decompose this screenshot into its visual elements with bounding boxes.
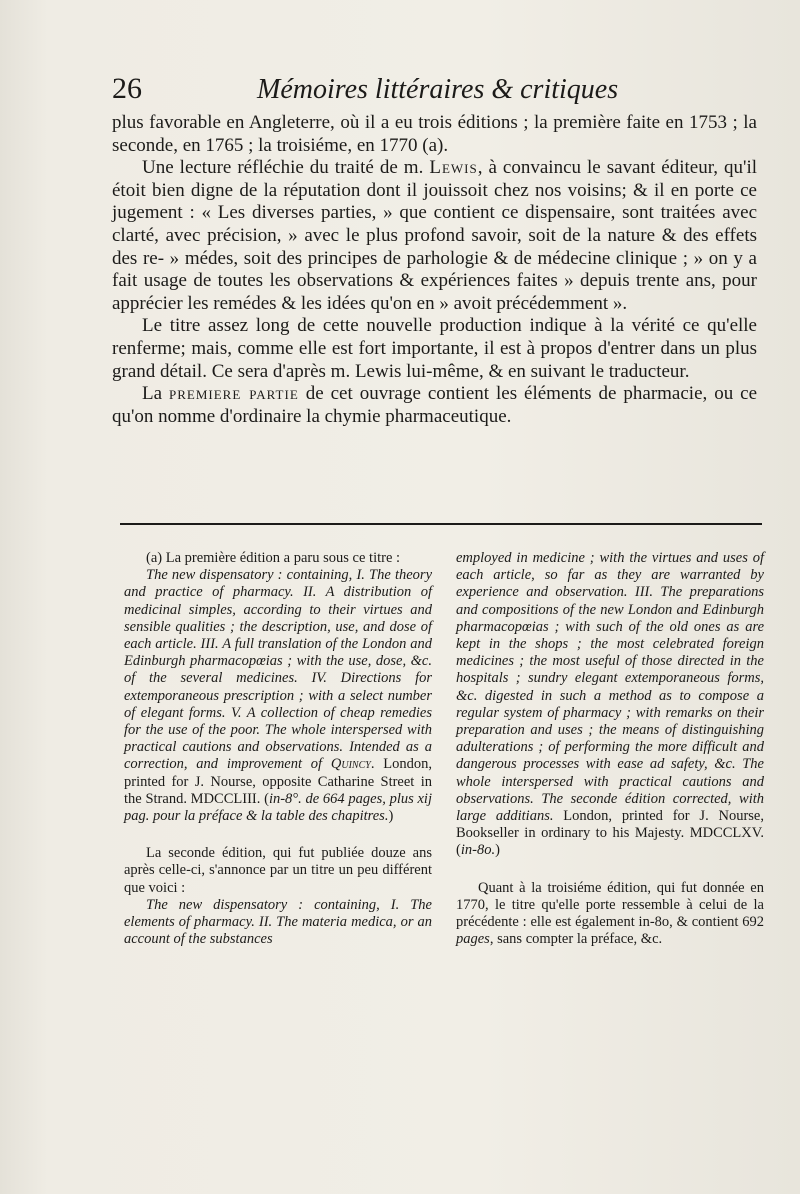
paragraph-4-rest: de cet ouvrage contient les éléments de pharmacie, ou ce qu'on nomme d'ordinaire la chymie pharmaceutique. — [112, 383, 758, 427]
author-name: Lewis — [429, 157, 478, 179]
footnote-first-title — [124, 567, 432, 825]
second-title-continued — [456, 550, 764, 860]
main-text — [112, 112, 757, 428]
first-close: ) — [388, 808, 394, 825]
quincy-name: Quincy — [330, 756, 371, 773]
running-title: Mémoires littéraires & critiques — [257, 74, 619, 105]
paragraph-4-start: La — [142, 383, 163, 405]
second-format: in-8o. — [460, 842, 496, 859]
paragraph-2 — [112, 157, 757, 315]
footnote-divider — [120, 523, 762, 525]
paragraph-4 — [112, 383, 757, 428]
second-close: ) — [495, 842, 500, 859]
first-format: in-8°. de 664 pages, plus xij pag. pour la préface & la table des chapitres. — [124, 790, 432, 825]
first-title-text: The new dispensatory : containing, I. The theory and practice of pharmacy. II. A distribution of medicinal simples, according to their virtues and sensible qualities ; the description, use, and dose of each article. III. A full translation of the London and Edinburgh pharmacopœias ; with the use, dose, &c. of the several medicines. IV. Directions for extemporaneous prescription ; with a select number of elegant forms. V. A collection of cheap remedies for the use of the poor. The whole interspersed with practical cautions and observations. Intended as a correction, and improvement of — [124, 567, 432, 773]
page-header — [112, 72, 712, 112]
page-number: 26 — [112, 72, 142, 105]
second-edition-note: La seconde édition, qui fut publiée douze ans après celle-ci, s'annonce par un titre un peu différent que voici : — [124, 845, 432, 896]
third-edition-end: , sans compter la préface, &c. — [489, 931, 663, 948]
footnote-intro: (a) La première édition a paru sous ce titre : — [146, 550, 401, 566]
second-imprint: London, printed for J. Nourse, Bookseller in ordinary to his Majesty. MDCCLXV. ( — [456, 808, 764, 859]
pages-word: pages — [456, 931, 490, 948]
second-title-start: The new dispensatory : containing, I. The elements of pharmacy. II. The materia medica, or an account of the substances — [124, 896, 432, 948]
section-caps: premiere partie — [169, 383, 299, 405]
third-edition-text: Quant à la troisiéme édition, qui fut donnée en 1770, le titre qu'elle porte ressemble à celui de la précédente : elle est également in-8o, & contient 692 — [456, 879, 764, 931]
second-title-text: employed in medicine ; with the virtues and uses of each article, so far as they are warranted by experience and observation. III. The preparations and compositions of the new London and Edinburgh pharmacopœias ; with such of the old ones as are kept in the shops ; the most celebrated foreign medicines ; the most useful of those directed in the hospitals ; sundry elegant extemporaneous forms, &c. digested in such a method as to compose a regular system of pharmacy ; with remarks on their preparation and uses ; the means of distinguishing adulterations ; of performing the more difficult and dangerous processes with ease ad safety, &c. The whole interspersed with practical cautions and observations. The seconde édition corrected, with large additians. — [456, 550, 764, 825]
first-imprint: . London, printed for J. Nourse, opposite Catharine Street in the Strand. MDCCLIII. ( — [124, 756, 433, 807]
paragraph-2-rest: , à convaincu le savant éditeur, qu'il étoit bien digne de la réputation dont il jouissoit chez nos voisins; & il en porte ce jugement : « Les diverses parties, » que contient ce dispensaire, sont traitées avec clarté, avec précision, » avec le plus profond savoir, soit de la nature & des effets des re- » médes, soit des principes de parhologie & de médecine clinique ; » on y a fait usage de toutes les observations & expériences faites » depuis trente ans, pour apprécier les remédes & les idées qu'on en » avoit précédemment ». — [112, 157, 758, 314]
footnote-left-column — [124, 550, 432, 948]
paragraph-1: plus favorable en Angleterre, où il a eu trois éditions ; la première faite en 1753 ; la seconde, en 1765 ; la troisiéme, en 1770 (a). — [112, 112, 757, 156]
third-edition-note — [456, 880, 764, 949]
paragraph-2-start: Une lecture réfléchie du traité de m. — [142, 157, 424, 179]
footnote-right-column — [456, 550, 764, 948]
paragraph-3: Le titre assez long de cette nouvelle production indique à la vérité ce qu'elle renferme; mais, comme elle est fort importante, il est à propos d'entrer dans un plus grand détail. Ce sera d'après m. Lewis lui-même, & en suivant le traducteur. — [112, 315, 757, 382]
